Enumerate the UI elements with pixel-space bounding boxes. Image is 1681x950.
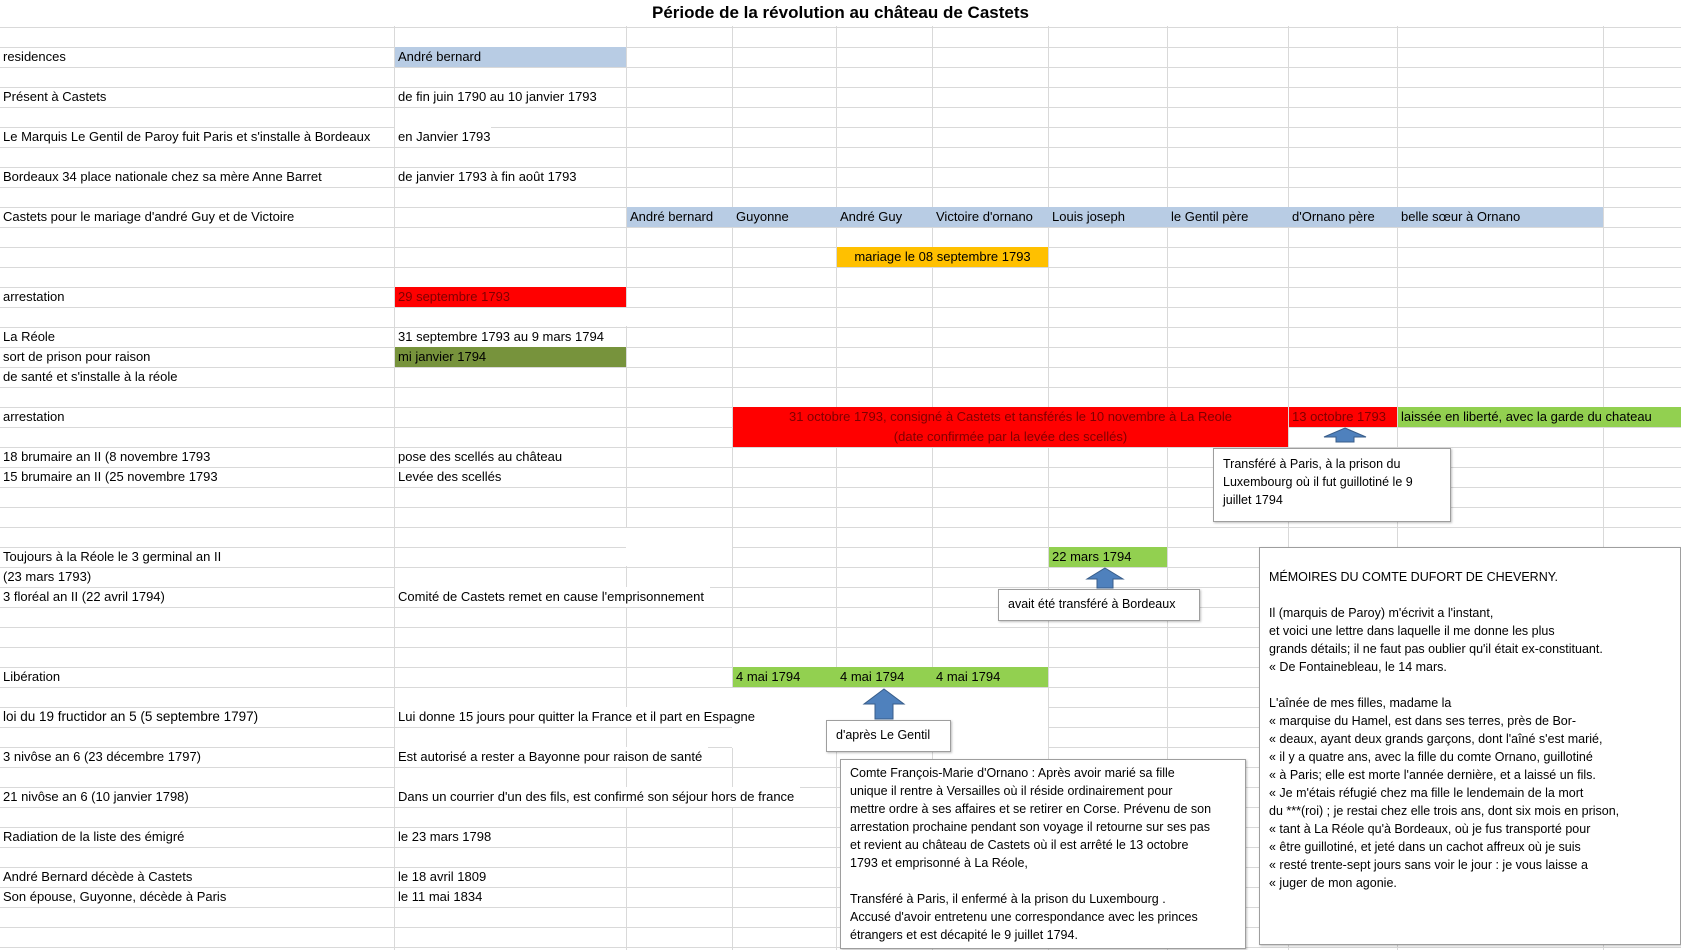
person-belle-soeur[interactable]: belle sœur à Ornano	[1401, 209, 1521, 224]
grid-line	[0, 147, 1681, 148]
note-transfere-paris[interactable]: Transféré à Paris, à la prison du Luxembourg où il fut guillotiné le 9 juillet 1794	[1213, 448, 1451, 522]
row-label-floreal[interactable]: 3 floréal an II (22 avril 1794)	[3, 589, 165, 604]
row-label-brumaire-18[interactable]: 18 brumaire an II (8 novembre 1793	[3, 449, 211, 464]
row-label-germinal[interactable]: Toujours à la Réole le 3 germinal an II	[3, 549, 222, 564]
germinal-date-cell[interactable]: 22 mars 1794	[1049, 547, 1167, 567]
grid-line	[0, 327, 1681, 328]
row-label-bordeaux[interactable]: Bordeaux 34 place nationale chez sa mère Anne Barret	[3, 169, 322, 184]
brumaire-18-value[interactable]: pose des scellés au château	[398, 449, 563, 464]
belle-soeur-liberte-cell[interactable]: laissée en liberté, avec la garde du chateau	[1398, 407, 1681, 427]
note-bordeaux[interactable]: avait été transféré à Bordeaux	[998, 589, 1200, 621]
person-ornano-pere[interactable]: d'Ornano père	[1292, 209, 1375, 224]
row-label-sort-prison-2[interactable]: de santé et s'installe à la réole	[3, 369, 178, 384]
row-label-nivose-3[interactable]: 3 nivôse an 6 (23 décembre 1797)	[3, 749, 202, 764]
person-gentil-pere[interactable]: le Gentil père	[1171, 209, 1249, 224]
grid-line	[0, 107, 1681, 108]
row-label-radiation[interactable]: Radiation de la liste des émigré	[3, 829, 185, 844]
sort-prison-value[interactable]: mi janvier 1794	[395, 347, 626, 367]
grid-line	[0, 227, 1681, 228]
grid-line	[0, 387, 1681, 388]
arrestation-group-cell[interactable]	[733, 407, 1288, 447]
nivose-3-value[interactable]: Est autorisé a rester a Bayonne pour raison de santé	[395, 747, 708, 767]
up-arrow-icon	[1085, 567, 1125, 589]
grid-line	[0, 67, 1681, 68]
marquis-value[interactable]: en Janvier 1793	[395, 127, 491, 147]
row-label-sort-prison[interactable]: sort de prison pour raison	[3, 349, 151, 364]
row-label-castets-mariage[interactable]: Castets pour le mariage d'andré Guy et de Victoire	[3, 209, 295, 224]
grid-line	[0, 47, 1681, 48]
arrestation-group-line1: 31 octobre 1793, consigné à Castets et tansférés le 10 novembre à La Reole	[788, 409, 1232, 424]
bordeaux-value[interactable]: de janvier 1793 à fin août 1793	[398, 169, 577, 184]
liberation-victoire[interactable]: 4 mai 1794	[936, 669, 1001, 684]
grid-line	[0, 267, 1681, 268]
up-arrow-icon	[862, 688, 906, 720]
person-andre-guy[interactable]: André Guy	[840, 209, 903, 224]
row-label-fructidor[interactable]: loi du 19 fructidor an 5 (5 septembre 1797)	[3, 709, 259, 724]
brumaire-15-value[interactable]: Levée des scellés	[398, 469, 502, 484]
row-label-marquis[interactable]: Le Marquis Le Gentil de Paroy fuit Paris et s'installe à Bordeaux	[3, 129, 371, 144]
person-andre-bernard[interactable]: André bernard	[630, 209, 714, 224]
arrestation-date-cell[interactable]: 29 septembre 1793	[395, 287, 626, 307]
present-value[interactable]: de fin juin 1790 au 10 janvier 1793	[398, 89, 597, 104]
row-label-la-reole[interactable]: La Réole	[3, 329, 56, 344]
person-louis-joseph[interactable]: Louis joseph	[1052, 209, 1125, 224]
nivose-21-value[interactable]: Dans un courrier d'un des fils, est confirmé son séjour hors de france	[395, 787, 800, 807]
residence-value[interactable]: André bernard	[395, 47, 626, 67]
note-gentil[interactable]: d'après Le Gentil	[826, 720, 951, 752]
mariage-cell[interactable]: mariage le 08 septembre 1793	[837, 247, 1048, 267]
grid-line	[0, 307, 1681, 308]
floreal-value[interactable]: Comité de Castets remet en cause l'emprisonnement	[395, 587, 710, 607]
up-arrow-icon	[1322, 427, 1368, 443]
ornano-pere-arrest-cell[interactable]: 13 octobre 1793	[1289, 407, 1397, 427]
arrestation-group-line2: (date confirmée par la levée des scellés)	[893, 429, 1128, 444]
liberation-andre-guy[interactable]: 4 mai 1794	[840, 669, 905, 684]
row-label-deces-andre[interactable]: André Bernard décède à Castets	[3, 869, 193, 884]
grid-line	[0, 287, 1681, 288]
fructidor-value[interactable]: Lui donne 15 jours pour quitter la France et il part en Espagne	[395, 707, 761, 727]
liberation-guyonne[interactable]: 4 mai 1794	[736, 669, 801, 684]
row-label-liberation[interactable]: Libération	[3, 669, 61, 684]
deces-andre-value[interactable]: le 18 avril 1809	[398, 869, 487, 884]
grid-line	[0, 187, 1681, 188]
row-label-nivose-21[interactable]: 21 nivôse an 6 (10 janvier 1798)	[3, 789, 189, 804]
row-label-arrestation-2[interactable]: arrestation	[3, 409, 65, 424]
grid-line	[0, 87, 1681, 88]
row-label-arrestation[interactable]: arrestation	[3, 289, 65, 304]
grid-line	[0, 367, 1681, 368]
person-victoire[interactable]: Victoire d'ornano	[936, 209, 1033, 224]
note-ornano[interactable]: Comte François-Marie d'Ornano : Après avoir marié sa fille unique il rentre à Versailles où il réside ordinairement pour mettre ordre à ses affaires et se retirer en Corse. Prévenu de son arrestation prochaine pendant son voyage il retourne sur ses pas et revient au château de Castets où il est arrêté le 13 octobre 1793 et emprisonné à La Réole, Transféré à Paris, il enfermé à la prison du Luxembourg . Accusé d'avoir entretenu une correspondance avec les princes étrangers et est décapité le 9 juillet 1794.	[840, 759, 1246, 949]
row-label-present[interactable]: Présent à Castets	[3, 89, 107, 104]
grid-line	[0, 27, 1681, 28]
row-label-deces-guyonne[interactable]: Son épouse, Guyonne, décède à Paris	[3, 889, 227, 904]
note-memoires[interactable]: MÉMOIRES DU COMTE DUFORT DE CHEVERNY. Il (marquis de Paroy) m'écrivit a l'instant, et voici une lettre dans laquelle il me donne les plus grands détails; il ne faut pas oublier qu'il était ex-constituant. « De Fontainebleau, le 14 mars. L'aînée de mes filles, madame la « marquise du Hamel, est dans ses terres, près de Bor- « deaux, ayant deux grands garçons, dont l'aîné s'est marié, « il y a quatre ans, avec la fille du comte Ornano, guillotiné « à Paris; elle est morte l'année dernière, et a laissé un fils. « Je m'étais réfugié chez ma fille le lendemain de la mort du ***(roi) ; je restai chez elle trois ans, dont six mois en prison, « tant à La Réole qu'à Bordeaux, où je fus transporté pour « être guillotiné, et jeté dans un cachot affreux où je suis « resté trente-sept jours sans voir le jour : je vous laisse a « juger de mon agonie.	[1259, 547, 1681, 945]
la-reole-value[interactable]: 31 septembre 1793 au 9 mars 1794	[398, 329, 604, 344]
radiation-value[interactable]: le 23 mars 1798	[398, 829, 492, 844]
row-label-brumaire-15[interactable]: 15 brumaire an II (25 novembre 1793	[3, 469, 218, 484]
person-guyonne[interactable]: Guyonne	[736, 209, 789, 224]
grid-line	[0, 527, 1681, 528]
deces-guyonne-value[interactable]: le 11 mai 1834	[398, 889, 483, 904]
sheet-title: Période de la révolution au château de Castets	[0, 0, 1681, 26]
grid-line	[0, 347, 1681, 348]
row-label-residences[interactable]: residences	[3, 49, 66, 64]
row-label-germinal-2[interactable]: (23 mars 1793)	[3, 569, 92, 584]
